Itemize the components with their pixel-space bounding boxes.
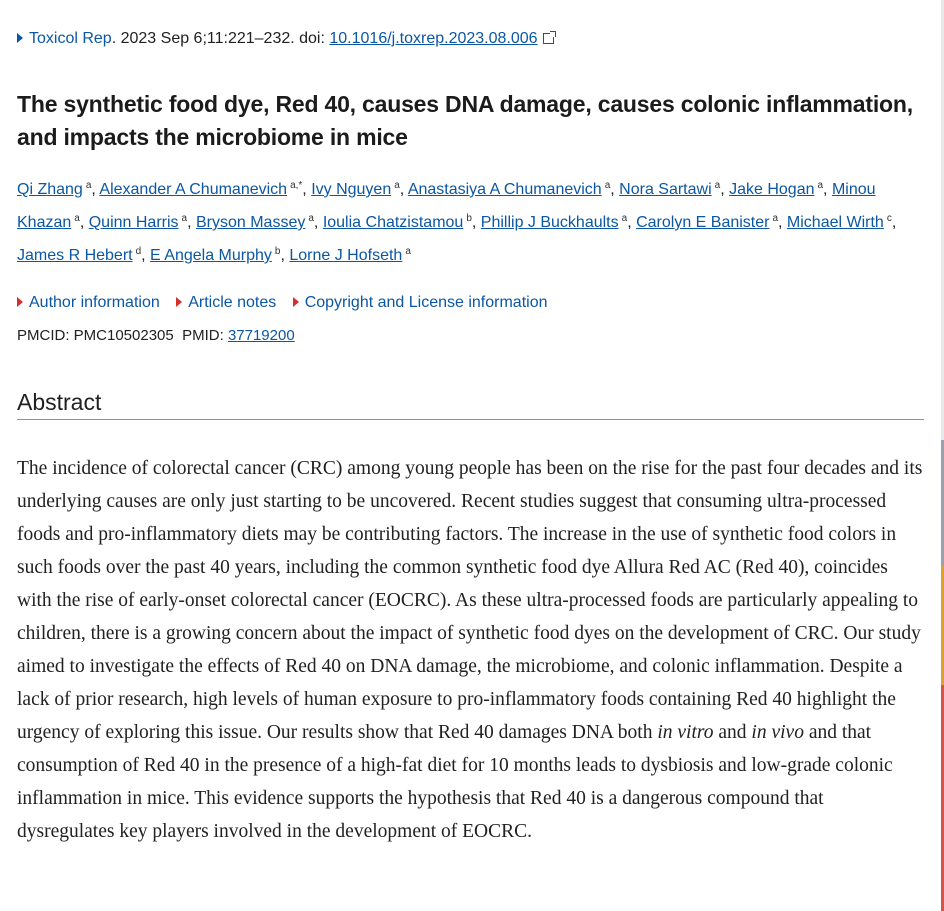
- external-link-icon: [543, 33, 554, 44]
- author-entry: [17, 247, 141, 264]
- author-affiliation[interactable]: a: [817, 180, 824, 191]
- citation-date: 2023 Sep 6;11:221–232. doi:: [116, 30, 330, 47]
- abstract-italic-in-vitro: in vitro: [657, 722, 714, 743]
- copyright-toggle[interactable]: [293, 294, 548, 311]
- author-information-label: Author information: [29, 294, 160, 311]
- author-affiliation[interactable]: a: [308, 213, 314, 224]
- abstract-text: [17, 452, 924, 848]
- author-name-link[interactable]: E Angela Murphy: [150, 247, 272, 264]
- abstract-part-3: and that consumption of Red 40 in the presence of a high-fat diet for 10 months leads to dysbiosis and low-grade colonic inflammation in mice. This evidence supports the hypothesis that Red 40 is a dangerous compound that dysregulates key players involved in the development of EOCRC.: [17, 722, 893, 842]
- author-name-link[interactable]: Minou Khazan: [17, 181, 876, 231]
- author-affiliation[interactable]: a: [74, 213, 80, 224]
- caret-right-icon: [17, 297, 23, 307]
- author-name-link[interactable]: Ivy Nguyen: [311, 181, 392, 198]
- pmid-link[interactable]: 37719200: [227, 327, 295, 344]
- expand-caret-icon[interactable]: [17, 33, 23, 43]
- abstract-part-2: and: [713, 722, 752, 743]
- author-name-link[interactable]: Michael Wirth: [786, 214, 884, 231]
- author-name-link[interactable]: Quinn Harris: [88, 214, 179, 231]
- author-affiliation[interactable]: d: [135, 246, 142, 257]
- author-entry: [17, 181, 91, 198]
- author-name-link[interactable]: Jake Hogan: [729, 181, 815, 198]
- pmcid: PMCID: PMC10502305: [17, 327, 174, 344]
- author-entry: [89, 214, 187, 231]
- journal-link[interactable]: Toxicol Rep: [29, 30, 112, 47]
- author-name-link[interactable]: Ioulia Chatzistamou: [322, 214, 464, 231]
- author-entry: [619, 181, 720, 198]
- author-affiliation[interactable]: a: [181, 213, 188, 224]
- article-notes-toggle[interactable]: [176, 294, 276, 311]
- author-information-toggle[interactable]: [17, 294, 160, 311]
- author-entry: [289, 247, 411, 264]
- author-list: Qi Zhang $^a$, Alexander A Chumanevich $^{a,*}$, Ivy Nguyen $^a$, Anastasiya A Chumanevich $^a$, Nora Sartawi $^a$, Jake Hogan $^a$, Minou Khazan $^a$, Quinn Harris $^a$, Bryson Massey $^a$, Ioulia Chatzistamou $^b$, Phillip J Buckhaults $^a$, Carolyn E Banister $^a$, Michael Wirth $^c$, James R Hebert $^d$, E Angela Murphy $^b$, Lorne J Hofseth $^a$: [17, 180, 897, 264]
- author-affiliation[interactable]: a: [85, 180, 92, 191]
- author-entry: [311, 181, 400, 198]
- author-name-link[interactable]: Bryson Massey: [195, 214, 306, 231]
- author-entry: [408, 181, 610, 198]
- author-entry: [636, 214, 778, 231]
- author-name-link[interactable]: Lorne J Hofseth: [289, 247, 403, 264]
- article-notes-label: Article notes: [188, 294, 277, 311]
- author-entry: [729, 181, 823, 198]
- author-affiliation[interactable]: a: [714, 180, 721, 191]
- author-affiliation[interactable]: a: [405, 246, 411, 257]
- author-affiliation[interactable]: a: [621, 213, 628, 224]
- author-affiliation[interactable]: a,*: [290, 180, 303, 191]
- author-affiliation[interactable]: b: [466, 213, 472, 224]
- author-name-link[interactable]: James R Hebert: [17, 247, 133, 264]
- author-affiliation[interactable]: a: [604, 180, 611, 191]
- abstract-italic-in-vivo: in vivo: [751, 722, 804, 743]
- author-name-link[interactable]: Alexander A Chumanevich: [99, 181, 288, 198]
- citation-line: [17, 29, 554, 49]
- abstract-part-1: The incidence of colorectal cancer (CRC) among young people has been on the rise for the past four decades and its underlying causes are only just starting to be uncovered. Recent studies suggest that consuming ultra-processed foods and pro-inflammatory diets may be contributing factors. The increase in the use of synthetic food colors in such foods over the past 40 years, including the common synthetic food dye Allura Red AC (Red 40), coincides with the rise of early-onset colorectal cancer (EOCRC). As these ultra-processed foods are particularly appealing to children, there is a growing concern about the impact of synthetic food dyes on the development of CRC. Our study aimed to investigate the effects of Red 40 on DNA damage, the microbiome, and colonic inflammation. Despite a lack of prior research, high levels of human exposure to pro-inflammatory foods containing Red 40 highlight the urgency of exploring this issue. Our results show that Red 40 damages DNA both: [17, 458, 923, 743]
- author-affiliation[interactable]: a: [394, 180, 400, 191]
- journal-suffix: .: [111, 30, 117, 47]
- author-affiliation[interactable]: a: [772, 213, 779, 224]
- caret-right-icon: [176, 297, 182, 307]
- author-name-link[interactable]: Phillip J Buckhaults: [480, 214, 619, 231]
- author-entry: [99, 181, 302, 198]
- author-entry: [481, 214, 627, 231]
- author-name-link[interactable]: Qi Zhang: [17, 181, 83, 198]
- article-notes-bar: [17, 292, 560, 314]
- article-title: The synthetic food dye, Red 40, causes DNA damage, causes colonic inflammation, and impacts the microbiome in mice: [17, 91, 913, 150]
- author-affiliation[interactable]: c: [886, 213, 892, 224]
- author-entry: [323, 214, 472, 231]
- copyright-label: Copyright and License information: [304, 294, 548, 311]
- doi-link[interactable]: 10.1016/j.toxrep.2023.08.006: [329, 30, 538, 47]
- author-entry: [196, 214, 314, 231]
- author-name-link[interactable]: Carolyn E Banister: [636, 214, 770, 231]
- author-name-link[interactable]: Anastasiya A Chumanevich: [407, 181, 602, 198]
- caret-right-icon: [293, 297, 299, 307]
- abstract-heading: Abstract: [17, 389, 102, 415]
- author-name-link[interactable]: Nora Sartawi: [619, 181, 712, 198]
- author-affiliation[interactable]: b: [274, 246, 281, 257]
- author-entry: [150, 247, 280, 264]
- abstract-divider: [17, 419, 924, 420]
- article-ids: [17, 325, 295, 347]
- pmid-label: PMID:: [182, 327, 228, 344]
- author-entry: [787, 214, 892, 231]
